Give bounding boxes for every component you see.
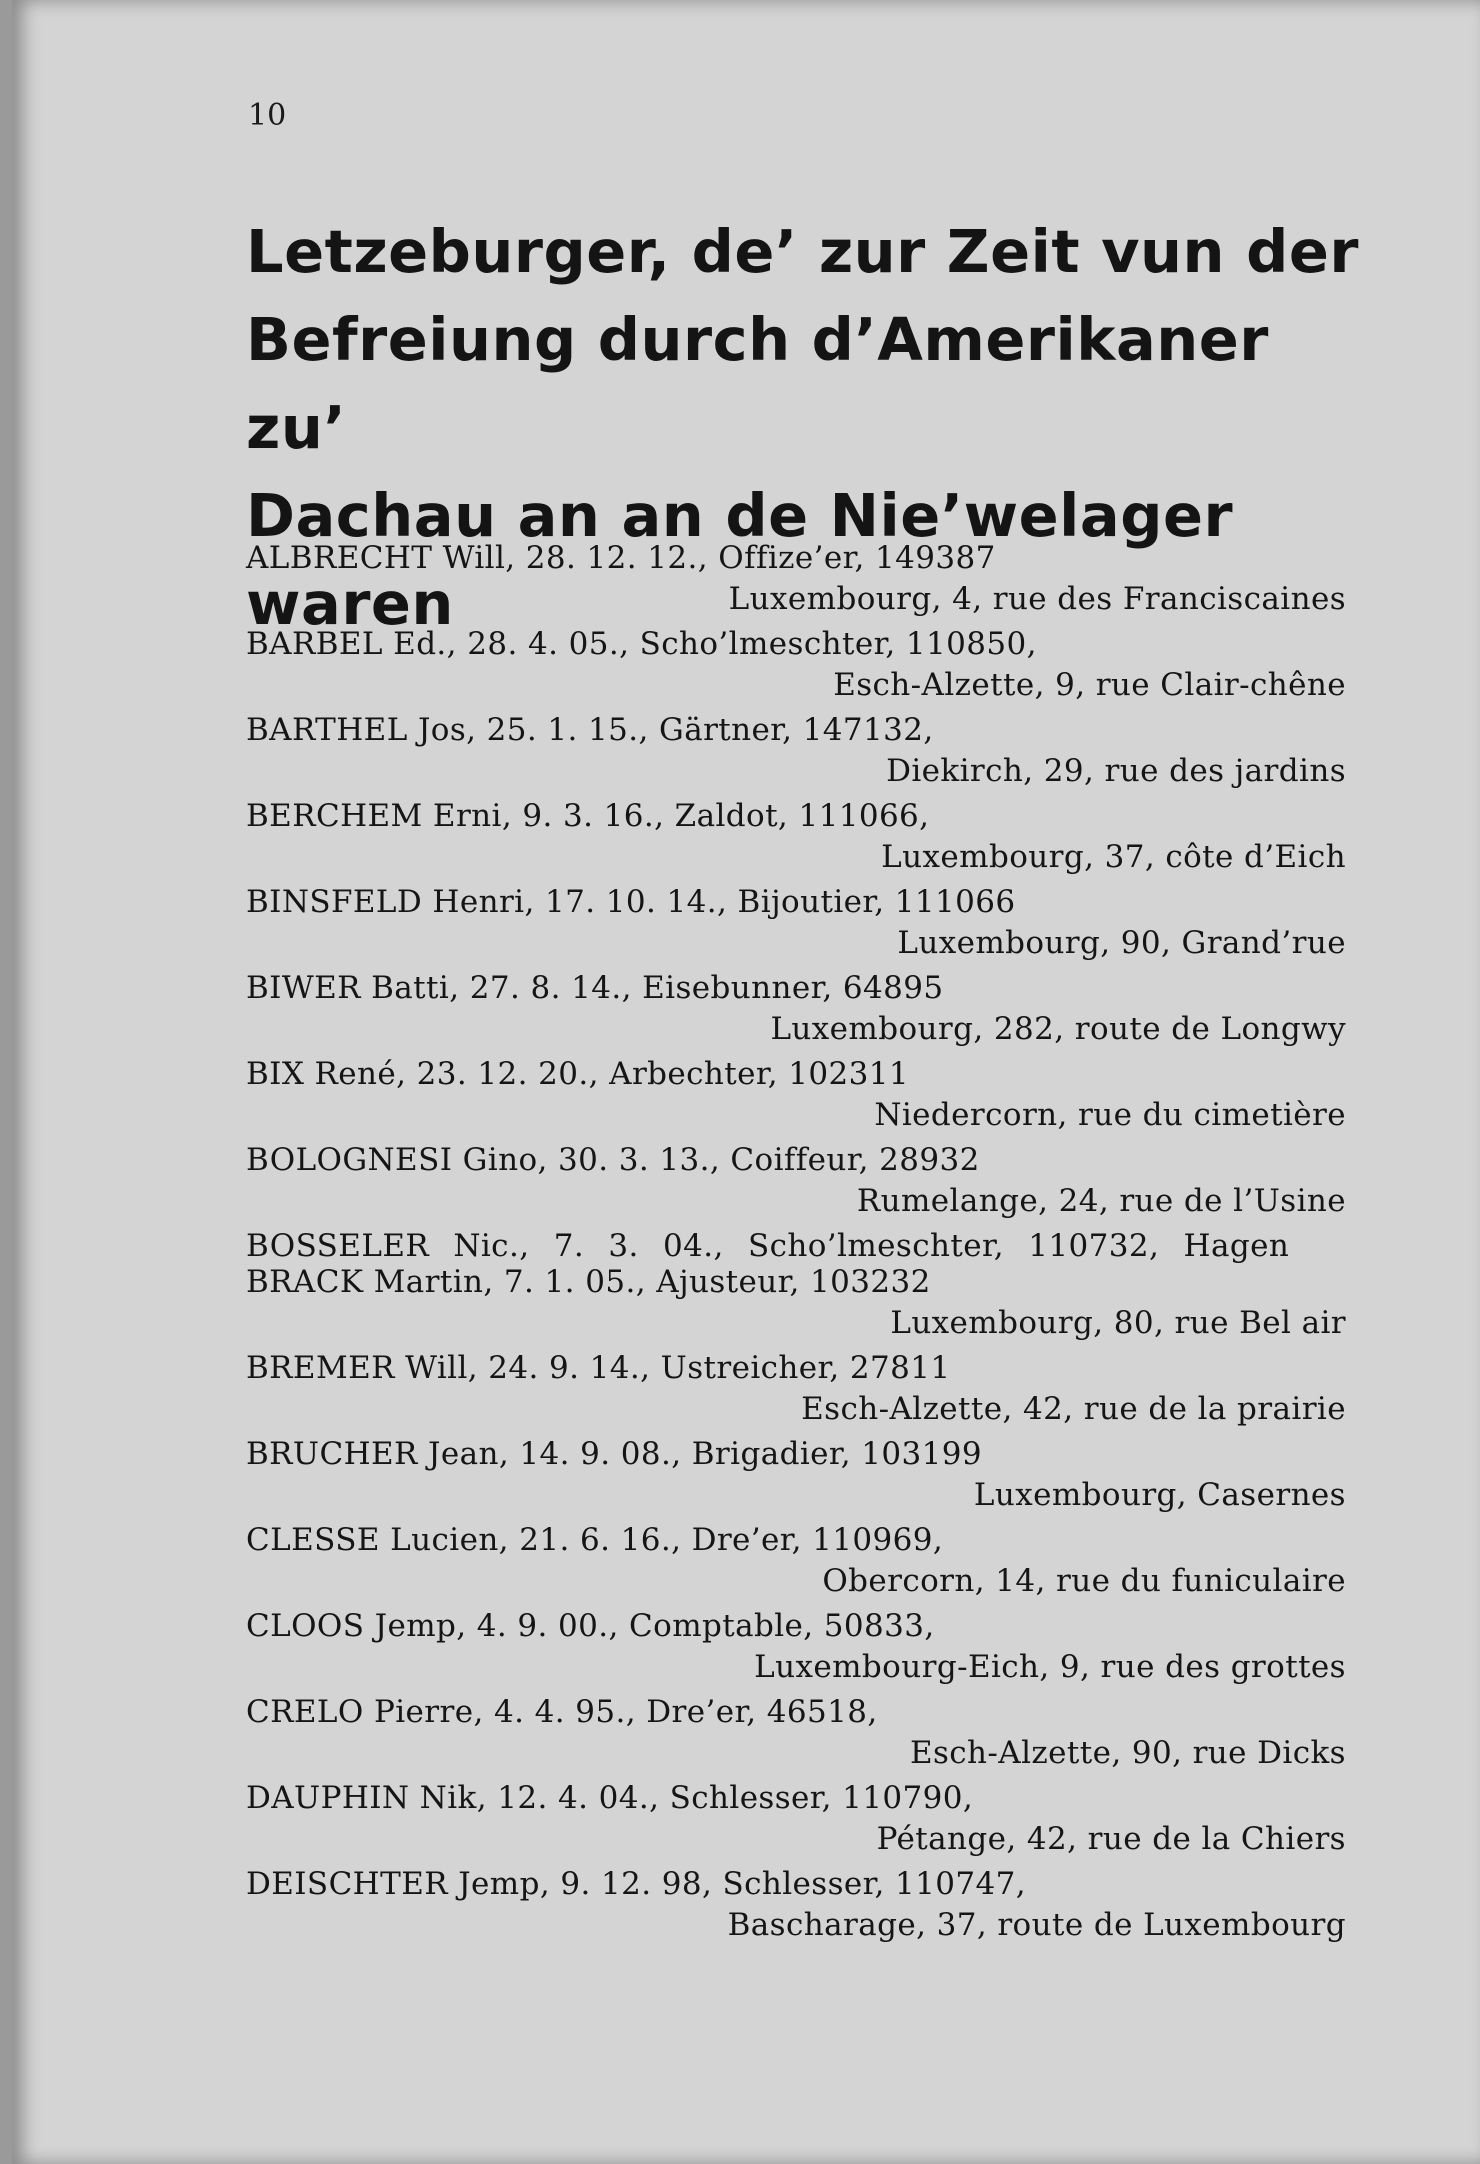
person-details: BINSFELD Henri, 17. 10. 14., Bijoutier, 111066 <box>246 884 1016 920</box>
person-details: BRUCHER Jean, 14. 9. 08., Brigadier, 103199 <box>246 1436 982 1472</box>
person-details: CLOOS Jemp, 4. 9. 00., Comptable, 50833, <box>246 1608 935 1644</box>
person-details: BRACK Martin, 7. 1. 05., Ajusteur, 103232 <box>246 1264 931 1300</box>
list-item <box>246 1596 1346 1685</box>
person-details: DAUPHIN Nik, 12. 4. 04., Schlesser, 110790, <box>246 1780 974 1816</box>
person-address: Luxembourg-Eich, 9, rue des grottes <box>754 1649 1346 1685</box>
book-page <box>12 0 1480 2164</box>
list-item <box>246 1130 1346 1219</box>
list-item <box>246 700 1346 789</box>
person-details: CLESSE Lucien, 21. 6. 16., Dre’er, 110969, <box>246 1522 944 1558</box>
person-address: Niedercorn, rue du cimetière <box>874 1097 1346 1133</box>
person-address: Diekirch, 29, rue des jardins <box>886 753 1346 789</box>
list-item <box>246 872 1346 961</box>
person-details: BREMER Will, 24. 9. 14., Ustreicher, 27811 <box>246 1350 951 1386</box>
list-item <box>246 1768 1346 1857</box>
list-item <box>246 1424 1346 1513</box>
list-item <box>246 1338 1346 1427</box>
person-details: BIWER Batti, 27. 8. 14., Eisebunner, 64895 <box>246 970 944 1006</box>
list-item <box>246 1854 1346 1943</box>
person-address: Luxembourg, 80, rue Bel air <box>890 1305 1346 1341</box>
person-address: Esch-Alzette, 42, rue de la prairie <box>801 1391 1346 1427</box>
title-line: Befreiung durch d’Amerikaner zu’ <box>246 305 1269 462</box>
list-item <box>246 1252 1346 1341</box>
person-address: Rumelange, 24, rue de l’Usine <box>856 1183 1346 1219</box>
list-item <box>246 958 1346 1047</box>
person-details: DEISCHTER Jemp, 9. 12. 98, Schlesser, 110747, <box>246 1866 1026 1902</box>
person-address: Luxembourg, Casernes <box>973 1477 1346 1513</box>
list-item <box>246 1044 1346 1133</box>
person-details: BOLOGNESI Gino, 30. 3. 13., Coiffeur, 28932 <box>246 1142 980 1178</box>
list-item <box>246 786 1346 875</box>
page-number: 10 <box>248 98 287 133</box>
person-address: Luxembourg, 90, Grand’rue <box>897 925 1346 961</box>
person-address: Luxembourg, 4, rue des Franciscaines <box>728 581 1346 617</box>
person-address: Pétange, 42, rue de la Chiers <box>876 1821 1346 1857</box>
person-details: BIX René, 23. 12. 20., Arbechter, 102311 <box>246 1056 909 1092</box>
person-details: BOSSELER Nic., 7. 3. 04., Scho’lmeschter, 110732, Hagen <box>246 1228 1290 1264</box>
person-address: Esch-Alzette, 9, rue Clair-chêne <box>833 667 1346 703</box>
person-address: Luxembourg, 37, côte d’Eich <box>881 839 1346 875</box>
list-item <box>246 1216 1346 1264</box>
title-line: Letzeburger, de’ zur Zeit vun der <box>246 217 1359 286</box>
list-item <box>246 614 1346 703</box>
person-details: BARTHEL Jos, 25. 1. 15., Gärtner, 147132, <box>246 712 934 748</box>
person-address: Obercorn, 14, rue du funiculaire <box>822 1563 1346 1599</box>
title-line: Dachau an an de Nie’welager waren <box>246 481 1234 638</box>
person-details: CRELO Pierre, 4. 4. 95., Dre’er, 46518, <box>246 1694 878 1730</box>
person-details: ALBRECHT Will, 28. 12. 12., Offize’er, 149387 <box>246 540 996 576</box>
person-address: Luxembourg, 282, route de Longwy <box>770 1011 1346 1047</box>
person-address: Bascharage, 37, route de Luxembourg <box>727 1907 1346 1943</box>
prisoner-list <box>246 528 1346 1943</box>
person-address: Esch-Alzette, 90, rue Dicks <box>909 1735 1346 1771</box>
person-details: BERCHEM Erni, 9. 3. 16., Zaldot, 111066, <box>246 798 930 834</box>
list-item <box>246 1682 1346 1771</box>
person-details: BARBEL Ed., 28. 4. 05., Scho’lmeschter, 110850, <box>246 626 1037 662</box>
list-item <box>246 528 1346 617</box>
list-item <box>246 1510 1346 1599</box>
